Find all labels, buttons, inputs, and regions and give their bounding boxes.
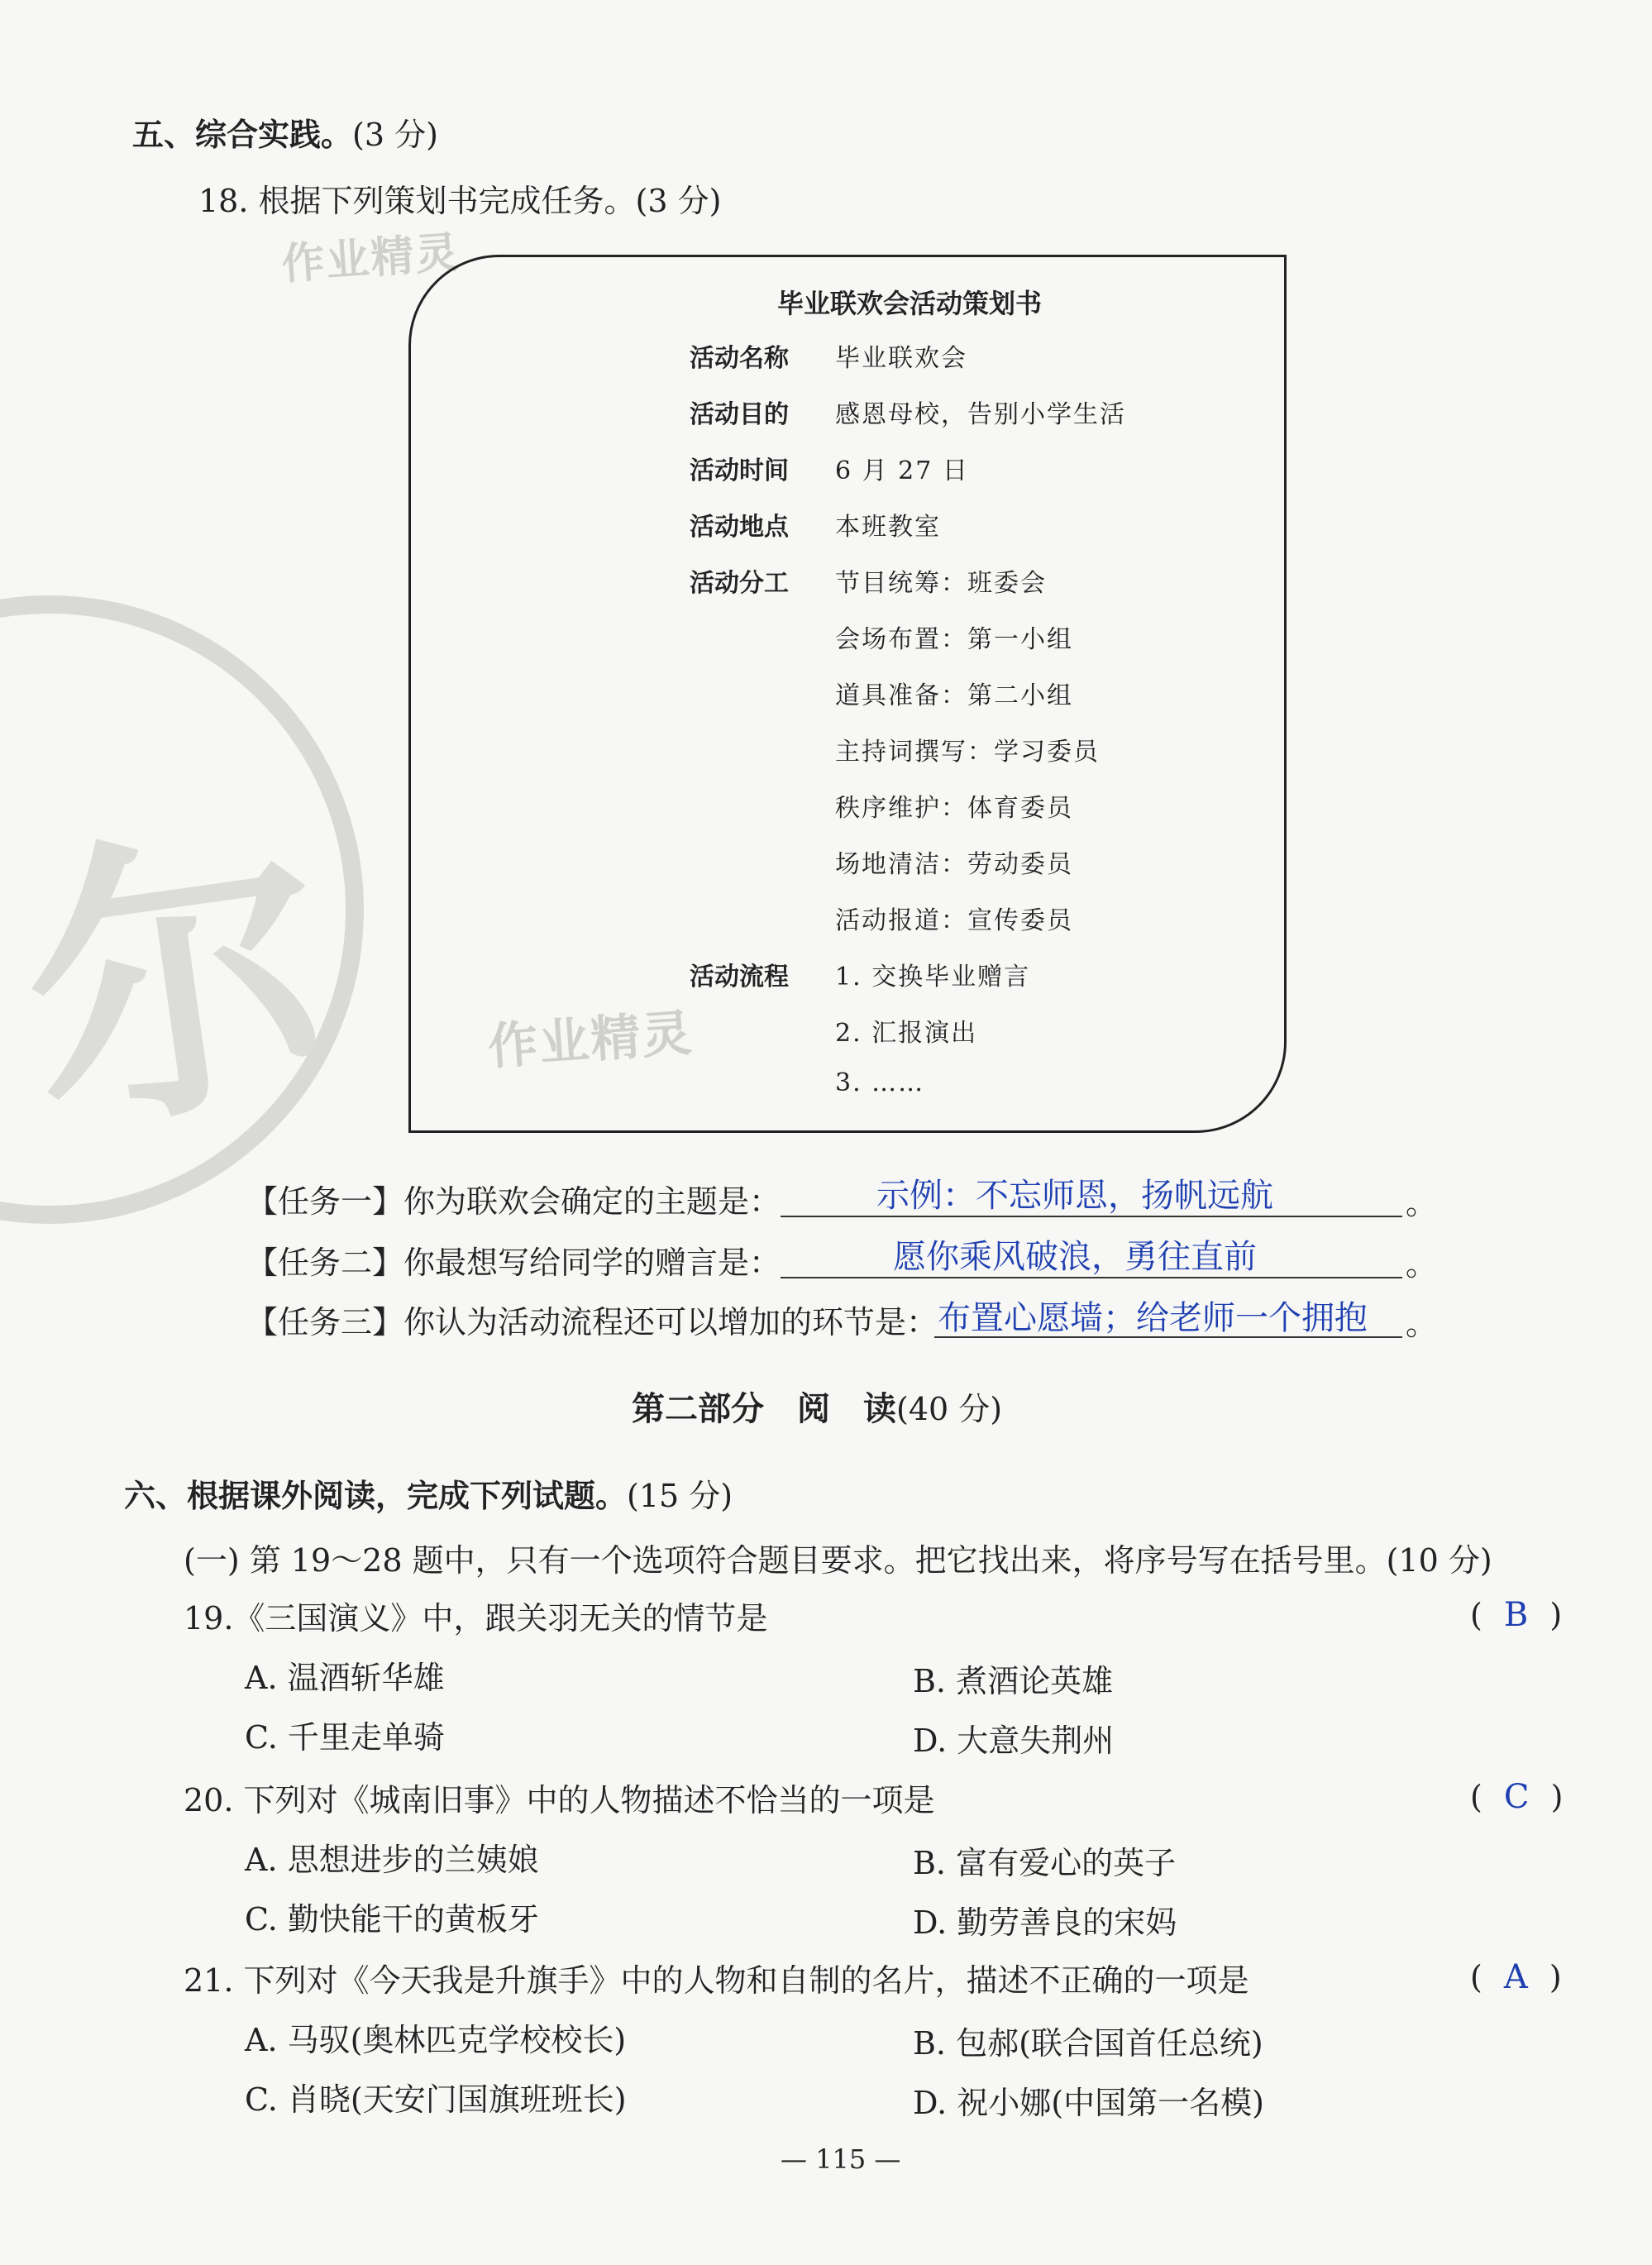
task-3-answer: 布置心愿墙；给老师一个拥抱 [938, 1299, 1368, 1337]
plan-value-division-5: 场地清洁：劳动委员 [835, 850, 1073, 879]
plan-value-place: 本班教室 [835, 513, 941, 542]
task-1-end: 。 [1406, 1185, 1438, 1221]
task-2-label: 【任务二】你最想写给同学的赠言是： [246, 1245, 781, 1281]
question-21-option-c: C. 肖晓(天安门国旗班班长) [245, 2081, 627, 2118]
paren-close: ) [1549, 1959, 1562, 1995]
part2-title-text: 第二部分 阅 读 [632, 1390, 896, 1428]
section6-heading-text: 六、根据课外阅读，完成下列试题。 [124, 1478, 628, 1514]
question-18-stem: 18. 根据下列策划书完成任务。(3 分) [198, 183, 722, 219]
task-1-label: 【任务一】你为联欢会确定的主题是： [246, 1183, 781, 1220]
page-number: — 115 — [781, 2143, 901, 2175]
part2-title [632, 1383, 1002, 1430]
plan-process-2: 2. 汇报演出 [835, 1019, 978, 1048]
question-20-answer: C [1503, 1778, 1530, 1816]
question-21-option-d: D. 祝小娜(中国第一名模) [913, 2085, 1264, 2121]
question-19-answer: B [1503, 1596, 1529, 1634]
question-19-option-c: C. 千里走单骑 [245, 1719, 445, 1756]
task-2-end: 。 [1406, 1246, 1438, 1283]
plan-value-purpose: 感恩母校，告别小学生活 [835, 400, 1126, 429]
question-19-stem: 19.《三国演义》中，跟关羽无关的情节是 [184, 1600, 768, 1637]
task-1-answer: 示例：不忘师恩，扬帆远航 [876, 1177, 1273, 1215]
plan-key-purpose: 活动目的 [690, 400, 789, 429]
task-2-answer: 愿你乘风破浪，勇往直前 [893, 1238, 1257, 1276]
stamp-mark-decoration: 尔 [5, 791, 349, 1176]
plan-key-division: 活动分工 [690, 569, 789, 598]
question-20-option-a: A. 思想进步的兰姨娘 [245, 1842, 539, 1878]
plan-key-place: 活动地点 [690, 513, 789, 542]
question-21-option-a: A. 马驭(奥林匹克学校校长) [245, 2022, 627, 2058]
question-19-option-a: A. 温酒斩华雄 [245, 1660, 445, 1696]
plan-key-name: 活动名称 [690, 344, 789, 373]
question-19-option-b: B. 煮酒论英雄 [913, 1663, 1114, 1699]
plan-process-3: 3. …… [835, 1068, 925, 1097]
plan-value-division-3: 主持词撰写：学习委员 [835, 738, 1100, 767]
section5-score: (3 分) [352, 117, 438, 153]
part2-score: (40 分) [896, 1391, 1003, 1427]
section6-score: (15 分) [627, 1478, 733, 1514]
question-20-stem: 20. 下列对《城南旧事》中的人物描述不恰当的一项是 [184, 1782, 935, 1818]
section5-heading-text: 五、综合实践。 [132, 117, 353, 153]
plan-value-division-1: 会场布置：第一小组 [835, 625, 1073, 654]
question-20-option-b: B. 富有爱心的英子 [913, 1845, 1177, 1881]
paren-open: ( [1470, 1597, 1483, 1633]
task-3-end: 。 [1406, 1306, 1438, 1342]
paren-close: ) [1549, 1597, 1563, 1633]
question-19-answer-box [1470, 1596, 1562, 1634]
plan-value-time: 6 月 27 日 [835, 456, 969, 485]
section5-heading [132, 109, 438, 155]
plan-value-division-2: 道具准备：第二小组 [835, 681, 1073, 710]
plan-process-1: 1. 交换毕业赠言 [835, 963, 1031, 992]
watermark-middle: 作业精灵 [486, 1004, 695, 1077]
question-21-answer-box [1470, 1958, 1562, 1996]
question-21-answer: A [1503, 1958, 1528, 1996]
section6-instruction: (一) 第 19～28 题中，只有一个选项符合题目要求。把它找出来，将序号写在括号里。(10 分) [184, 1542, 1492, 1579]
plan-value-division-4: 秩序维护：体育委员 [835, 794, 1073, 823]
question-19-option-d: D. 大意失荆州 [913, 1723, 1115, 1759]
paren-open: ( [1470, 1779, 1483, 1815]
question-20-answer-box [1470, 1778, 1563, 1816]
plan-key-time: 活动时间 [690, 456, 789, 485]
watermark-top: 作业精灵 [279, 227, 462, 290]
plan-key-process: 活动流程 [690, 963, 789, 992]
question-21-stem: 21. 下列对《今天我是升旗手》中的人物和自制的名片，描述不正确的一项是 [184, 1962, 1249, 1999]
plan-value-division-6: 活动报道：宣传委员 [835, 906, 1073, 935]
plan-value-name: 毕业联欢会 [835, 344, 967, 373]
section6-heading [124, 1470, 733, 1516]
plan-value-division-0: 节目统筹：班委会 [835, 569, 1047, 598]
question-21-option-b: B. 包郝(联合国首任总统) [913, 2025, 1263, 2062]
question-20-option-d: D. 勤劳善良的宋妈 [913, 1904, 1177, 1941]
task-3-label: 【任务三】你认为活动流程还可以增加的环节是： [246, 1304, 938, 1340]
paren-open: ( [1470, 1959, 1483, 1995]
plan-title: 毕业联欢会活动策划书 [777, 288, 1043, 319]
question-20-option-c: C. 勤快能干的黄板牙 [245, 1901, 539, 1938]
paren-close: ) [1550, 1779, 1564, 1815]
